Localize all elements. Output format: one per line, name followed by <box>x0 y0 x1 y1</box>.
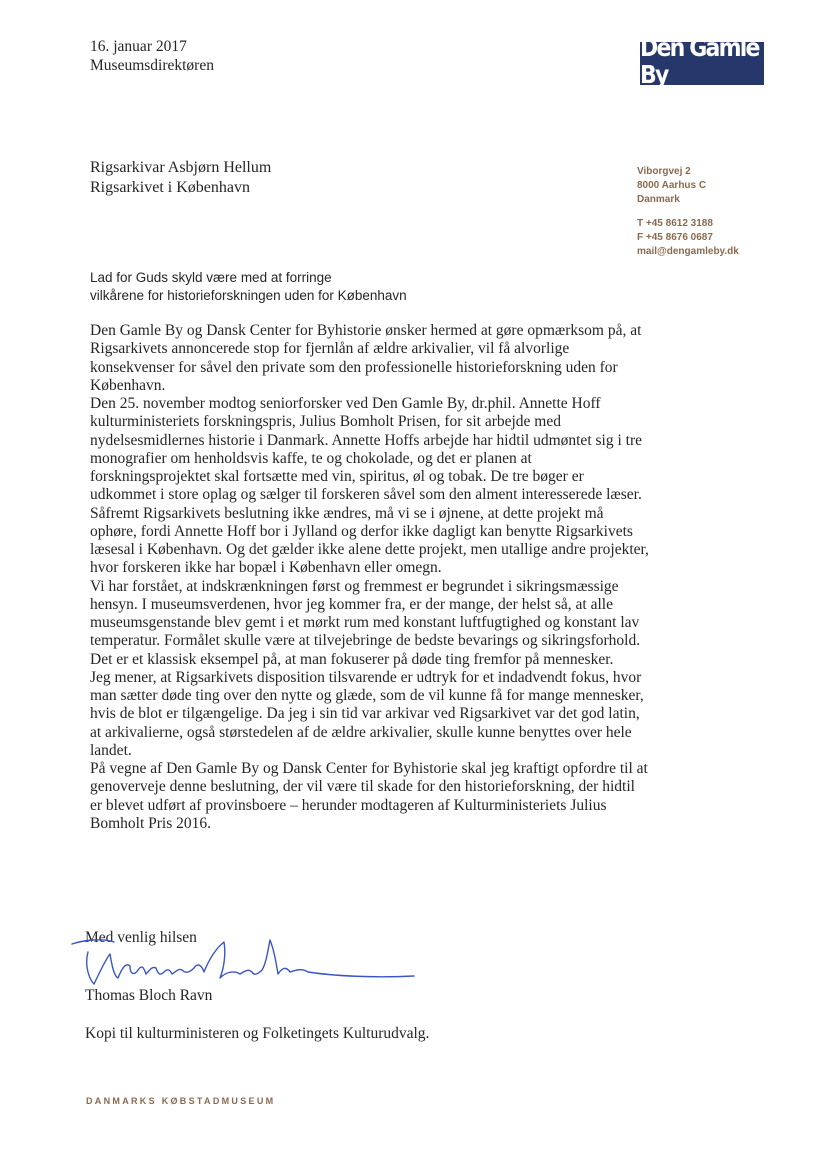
closing-salutation: Med venlig hilsen <box>85 929 197 946</box>
letter-header <box>90 37 214 75</box>
logo-text: Den Gamle By <box>640 36 764 92</box>
signer-name: Thomas Bloch Ravn <box>85 987 213 1004</box>
body-paragraph: Den 25. november modtog seniorforsker ved Den Gamle By, dr.phil. Annette Hoff kulturministeriets forskningspris, Julius Bomholt Prisen, for sit arbejde med nydelsesmidlernes historie i Danmark. Annette Hoffs arbejde har hidtil udmøntet sig i tre monografier om henholdsvis kaffe, te og chokolade, og det er planen at forskningsprojektet skal fortsætte med vin, spiritus, øl og tobak. De tre bøger er udkommet i store oplag og sælger til forskeren såvel som den alment interesserede læser. <box>90 395 642 504</box>
recipient-name: Rigsarkivar Asbjørn Hellum <box>90 159 272 176</box>
copy-note: Kopi til kulturministeren og Folketingets Kulturudvalg. <box>85 1025 430 1042</box>
body-paragraph: På vegne af Den Gamle By og Dansk Center for Byhistorie skal jeg kraftigt opfordre til at genoverveje denne beslutning, der vil være til skade for den historieforskning, der hidtil er blevet udført af provinsboere – herunder modtageren af Kulturministeriets Julius Bomholt Pris 2016. <box>90 760 648 832</box>
address-fax: F +45 8676 0687 <box>637 232 713 243</box>
address-city: 8000 Aarhus C <box>637 180 707 191</box>
body-paragraph: Vi har forstået, at indskrænkningen først og fremmest er begrundet i sikringsmæssige hensyn. I museumsverdenen, hvor jeg kommer fra, er der mange, der helst så, at alle museumsgenstande blev gemt i et mørkt rum med konstant luftfugtighed og konstant lav temperatur. Formålet skulle være at tilvejebringe de bedste bevarings og sikringsforhold. Det er et klassisk eksempel på, at man fokuserer på døde ting fremfor på mennesker. <box>90 577 641 668</box>
address-country: Danmark <box>637 194 680 205</box>
sender-role: Museumsdirektøren <box>90 57 214 74</box>
den-gamle-by-logo <box>640 34 764 90</box>
address-email: mail@dengamleby.dk <box>637 246 739 257</box>
body-paragraph: Såfremt Rigsarkivets beslutning ikke ændres, må vi se i øjnene, at dette projekt må ophøre, fordi Annette Hoff bor i Jylland og derfor ikke dagligt kan benytte Rigsarkivets læsesal i København. Og det gælder ikke alene dette projekt, men utallige andre projekter, hvor forskeren ikke har bopæl i København eller omegn. <box>90 504 649 577</box>
letter-date: 16. januar 2017 <box>90 38 187 55</box>
recipient-block <box>90 158 271 198</box>
letter-body <box>90 322 650 833</box>
body-paragraph: Jeg mener, at Rigsarkivets disposition tilsvarende er udtryk for et indadvendt fokus, hvor man sætter døde ting over den nytte og glæde, som de vil kunne få for mange mennesker, hvis de blot er tilgængelige. Da jeg i sin tid var arkivar ved Rigsarkivet var det god latin, at arkivalierne, også størstedelen af de ældre arkivalier, skulle kunne benyttes over hele landet. <box>90 668 644 759</box>
address-phone: T +45 8612 3188 <box>637 218 713 229</box>
footer-museum-name: DANMARKS KØBSTADMUSEUM <box>86 1096 276 1106</box>
subject-line-2: vilkårene for historieforskningen uden for København <box>90 288 407 303</box>
recipient-institution: Rigsarkivet i København <box>90 179 250 196</box>
address-street: Viborgvej 2 <box>637 166 691 177</box>
subject-line-1: Lad for Guds skyld være med at forringe <box>90 270 332 285</box>
letter-subject <box>90 269 407 305</box>
body-paragraph: Den Gamle By og Dansk Center for Byhistorie ønsker hermed at gøre opmærksom på, at Rigsarkivets annoncerede stop for fjernlån af ældre arkivalier, vil få alvorlige konsekvenser for såvel den private som den professionelle historieforskning uden for København. <box>90 322 642 394</box>
sender-address <box>637 165 739 259</box>
